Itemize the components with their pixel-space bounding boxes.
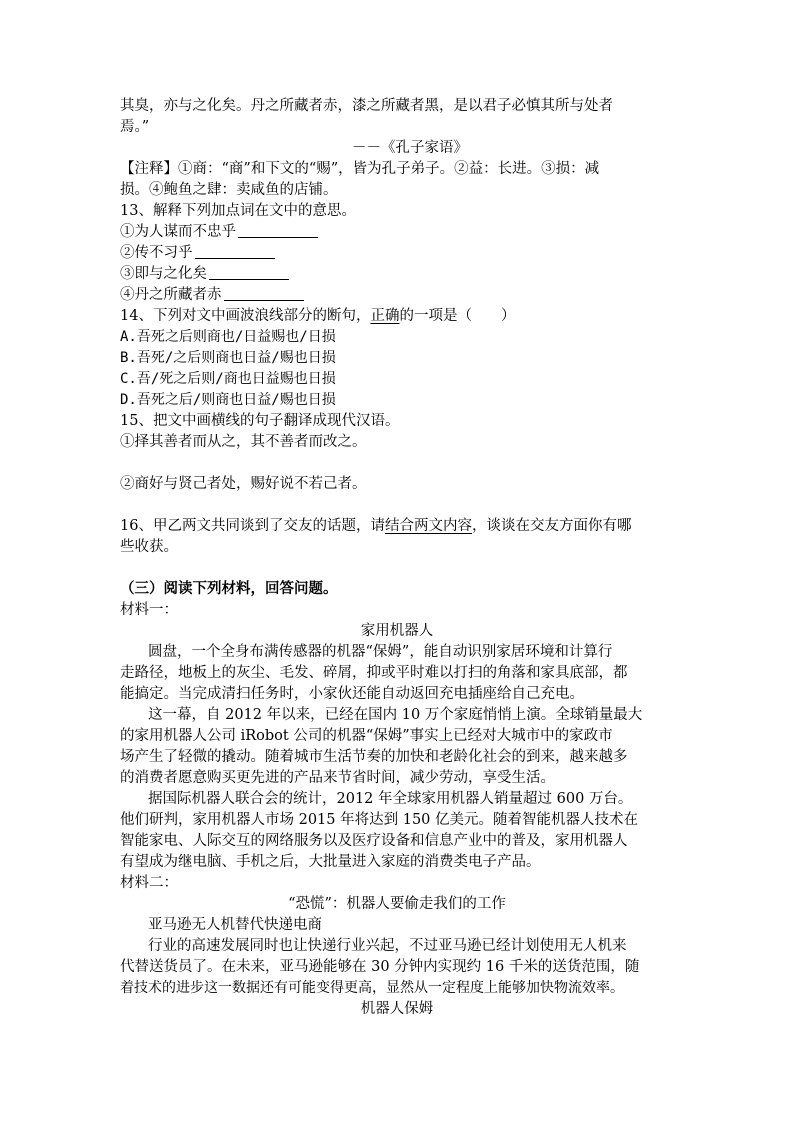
answer-blank[interactable] bbox=[209, 265, 289, 280]
source-citation: －－《孔子家语》 bbox=[352, 140, 468, 156]
question-16 bbox=[120, 516, 631, 536]
q15-sentence-2: ②商好与贤己者处，赐好说不若己者。 bbox=[120, 476, 367, 492]
passage-line: 焉。” bbox=[120, 119, 150, 135]
material-title: “恐慌”：机器人要偷走我们的工作 bbox=[288, 896, 506, 912]
q13-item-text: ①为人谋而不忠乎 bbox=[120, 224, 236, 240]
option-c: C.吾/死之后则/商也日益赐也日损 bbox=[120, 371, 336, 387]
q13-item-2 bbox=[120, 243, 275, 263]
annotation-line: 【注释】①商：“商”和下文的“赐”，皆为孔子弟子。②益：长进。③损：减 bbox=[120, 161, 600, 177]
subheading: 机器人保姆 bbox=[360, 1001, 434, 1017]
q13-item-text: ④丹之所藏者赤 bbox=[120, 287, 222, 303]
answer-blank[interactable] bbox=[224, 286, 304, 301]
paragraph-line: 的家用机器人公司 iRobot 公司的机器“保姆”事实上已经对大城市中的家政市 bbox=[120, 728, 613, 744]
paragraph-line: 着技术的进步这一数据还有可能变得更高，显然从一定程度上能够加快物流效率。 bbox=[120, 980, 624, 996]
q14-text: 的一项是（ ） bbox=[399, 308, 516, 324]
answer-blank[interactable] bbox=[195, 244, 275, 259]
subheading: 亚马逊无人机替代快递电商 bbox=[148, 917, 322, 933]
question-16-cont: 些收获。 bbox=[120, 539, 178, 555]
q16-text: ，谈谈在交友方面你有哪 bbox=[471, 518, 632, 534]
paragraph-line: 智能家电、人际交互的网络服务以及医疗设备和信息产业中的普及，家用机器人 bbox=[120, 833, 628, 849]
paragraph-line: 有望成为继电脑、手机之后，大批量进入家庭的消费类电子产品。 bbox=[120, 854, 541, 870]
material-label: 材料一： bbox=[120, 602, 178, 618]
paragraph-line: 这一幕，自 2012 年以来，已经在国内 10 万个家庭悄悄上演。全球销量最大 bbox=[148, 707, 643, 723]
material-title: 家用机器人 bbox=[360, 623, 434, 639]
option-d: D.吾死之后/则商也日益/赐也日损 bbox=[120, 392, 336, 408]
option-a: A.吾死之后则商也/日益赐也/日损 bbox=[120, 329, 336, 345]
q13-item-4 bbox=[120, 285, 304, 305]
question-14 bbox=[120, 306, 515, 326]
option-b: B.吾死/之后则商也日益/赐也日损 bbox=[120, 350, 336, 366]
q13-item-text: ③即与之化矣 bbox=[120, 266, 207, 282]
paragraph-line: 他们研判，家用机器人市场 2015 年将达到 150 亿美元。随着智能机器人技术在 bbox=[120, 812, 639, 828]
answer-blank[interactable] bbox=[238, 223, 318, 238]
paragraph-line: 据国际机器人联合会的统计，2012 年全球家用机器人销量超过 600 万台。 bbox=[148, 791, 633, 807]
q14-text: 14、下列对文中画波浪线部分的断句， bbox=[120, 308, 371, 324]
paragraph-line: 的消费者愿意购买更先进的产品来节省时间，减少劳动，享受生活。 bbox=[120, 770, 555, 786]
q16-emphasis: 结合两文内容 bbox=[384, 518, 472, 534]
material-label: 材料二： bbox=[120, 875, 178, 891]
q13-item-text: ②传不习乎 bbox=[120, 245, 193, 261]
paragraph-line: 代替送货员了。在未来，亚马逊能够在 30 分钟内实现约 16 千米的送货范围，随 bbox=[120, 959, 640, 975]
passage-line: 其臭，亦与之化矣。丹之所藏者赤，漆之所藏者黑，是以君子必慎其所与处者 bbox=[120, 98, 613, 114]
paragraph-line: 场产生了轻微的撬动。随着城市生活节奏的加快和老龄化社会的到来，越来越多 bbox=[120, 749, 628, 765]
q13-item-3 bbox=[120, 264, 289, 284]
q13-item-1 bbox=[120, 222, 318, 242]
q15-sentence-1: ①择其善者而从之，其不善者而改之。 bbox=[120, 434, 367, 450]
section-heading: （三）阅读下列材料，回答问题。 bbox=[120, 580, 338, 597]
question-13: 13、解释下列加点词在文中的意思。 bbox=[120, 203, 356, 219]
q14-emphasis: 正确 bbox=[370, 308, 400, 324]
paragraph-line: 行业的高速发展同时也让快递行业兴起，不过亚马逊已经计划使用无人机来 bbox=[148, 938, 627, 954]
q16-text: 16、甲乙两文共同谈到了交友的话题，请 bbox=[120, 518, 385, 534]
paragraph-line: 走路径，地板上的灰尘、毛发、碎屑，抑或平时难以打扫的角落和家具底部，都 bbox=[120, 665, 628, 681]
annotation-line: 损。④鲍鱼之肆：卖咸鱼的店铺。 bbox=[120, 182, 338, 198]
question-15: 15、把文中画横线的句子翻译成现代汉语。 bbox=[120, 413, 400, 429]
paragraph-line: 圆盘，一个全身布满传感器的机器“保姆”，能自动识别家居环境和计算行 bbox=[148, 644, 613, 660]
paragraph-line: 能搞定。当完成清扫任务时，小家伙还能自动返回充电插座给自己充电。 bbox=[120, 686, 584, 702]
